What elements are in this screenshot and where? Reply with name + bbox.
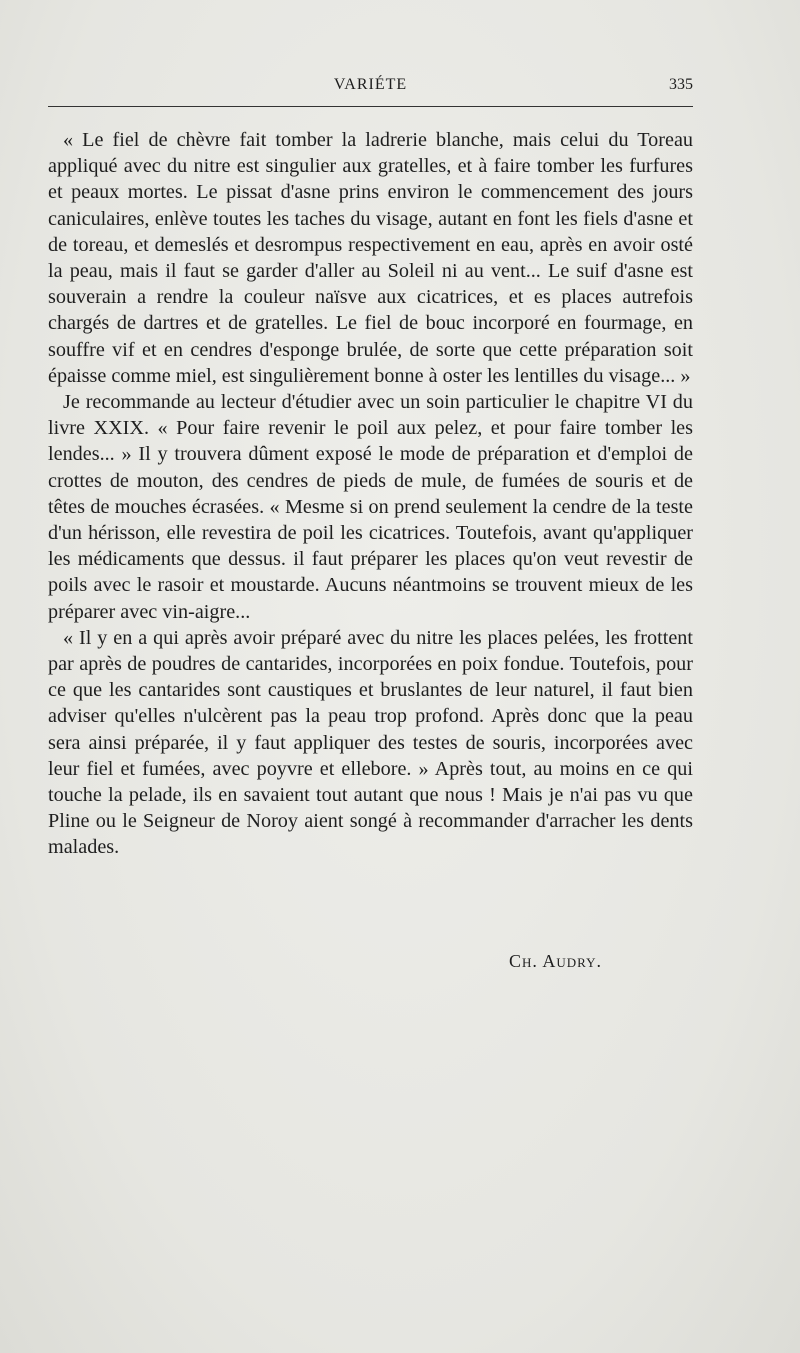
author-signature: Ch. Audry. [509, 951, 603, 971]
paragraph: Je recommande au lecteur d'étudier avec un soin particulier le chapitre VI du livre XXIX. « Pour faire revenir le poil aux pelez, et pour faire tomber les lendes... » Il y trouvera dûment exposé le mode de préparation et d'emploi de crottes de mouton, des cendres de pieds de mule, de fumées de souris et de têtes de mouches écrasées. « Mesme si on prend seulement la cendre de la teste d'un hérisson, elle revestira de poil les cicatrices. Toutefois, avant qu'appliquer les médicaments que dessus. il faut préparer les places qu'on veut revestir de poils avec le rasoir et moustarde. Aucuns néantmoins se trouvent mieux de les préparer avec vin-aigre... [48, 391, 693, 623]
page-header [48, 74, 693, 100]
paragraph: « Il y en a qui après avoir préparé avec du nitre les places pelées, les frottent par après de poudres de cantarides, incorporées en poix fondue. Toutefois, pour ce que les cantarides sont caustiques et bruslantes de leur naturel, il faut bien adviser qu'elles n'ulcèrent pas la peau trop profond. Après donc que la peau sera ainsi préparée, il y faut appliquer des testes de souris, incorporées avec leur fiel et fumées, avec poyvre et ellebore. » Après tout, au moins en ce qui touche la pelade, ils en savaient tout autant que nous ! Mais je n'ai pas vu que Pline ou le Seigneur de Noroy aient songé à recommander d'arracher les dents malades. [48, 626, 693, 859]
page-number: 335 [669, 76, 693, 93]
article-body [48, 127, 693, 861]
running-title: VARIÉTE [333, 76, 408, 93]
header-rule [48, 106, 693, 107]
paragraph: « Le fiel de chèvre fait tomber la ladrerie blanche, mais celui du Toreau appliqué avec du nitre est singulier aux gratelles, et à faire tomber les furfures et peaux mortes. Le pissat d'asne prins environ le commencement des jours caniculaires, enlève toutes les taches du visage, autant en font les fiels d'asne et de toreau, et demeslés et desrompus respectivement en eau, après en avoir osté la peau, mais il faut se garder d'aller au Soleil ni au vent... Le suif d'asne est souverain a rendre la couleur naïsve aux cicatrices, et es places autrefois chargés de dartres et de gratelles. Le fiel de bouc incorporé en fourmage, en souffre vif et en cendres d'esponge brulée, de sorte que cette préparation soit épaisse comme miel, est singulièrement bonne à oster les lentilles du visage... » [48, 129, 693, 387]
